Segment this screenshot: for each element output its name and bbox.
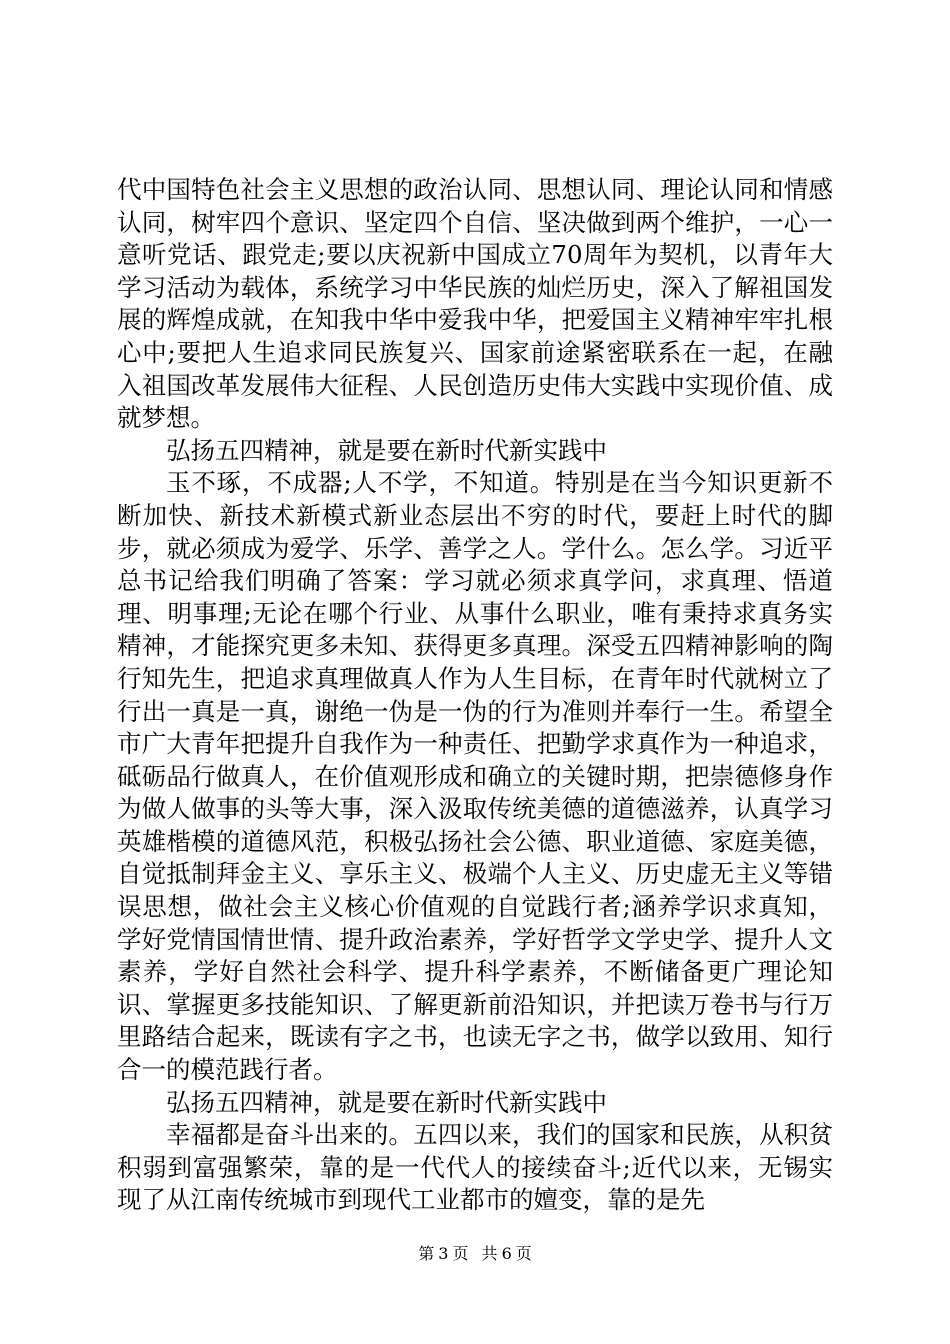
- current-page-number: 3: [438, 1244, 449, 1263]
- page-word: 页: [452, 1244, 469, 1263]
- total-prefix: 共: [481, 1244, 498, 1263]
- section-heading: 弘扬五四精神，就是要在新时代新实践中: [166, 1087, 607, 1117]
- total-suffix: 页: [515, 1244, 532, 1263]
- page-number-label: [416, 1244, 470, 1263]
- total-pages-label: [480, 1244, 534, 1263]
- page-footer: [0, 1244, 950, 1264]
- paragraph-study: 玉不琢，不成器;人不学，不知道。特别是在当今知识更新不断加快、新技术新模式新业态层出不穷的时代，要赶上时代的脚步，就必须成为爱学、乐学、善学之人。学什么。怎么学。习近平总书记给我们明确了答案：学习就必须求真学问，求真理、悟道理、明事理;无论在哪个行业、从事什么职业，唯有秉持求真务实精神，才能探究更多未知、获得更多真理。深受五四精神影响的陶行知先生，把追求真理做真人作为人生目标，在青年时代就树立了行出一真是一真，谢绝一伪是一伪的行为准则并奉行一生。希望全市广大青年把提升自我作为一种责任、把勤学求真作为一种追求，砥砺品行做真人，在价值观形成和确立的关键时期，把崇德修身作为做人做事的头等大事，深入汲取传统美德的道德滋养，认真学习英雄楷模的道德风范，积极弘扬社会公德、职业道德、家庭美德，自觉抵制拜金主义、享乐主义、极端个人主义、历史虚无主义等错误思想，做社会主义核心价值观的自觉践行者;涵养学识求真知，学好党情国情世情、提升政治素养，学好哲学文学史学、提升人文素养，学好自然社会科学、提升科学素养，不断储备更广理论知识、掌握更多技能知识、了解更新前沿知识，并把读万卷书与行万里路结合起来，既读有字之书，也读无字之书，做学以致用、知行合一的模范践行者。: [117, 468, 833, 1085]
- paragraph-struggle: 幸福都是奋斗出来的。五四以来，我们的国家和民族，从积贫积弱到富强繁荣，靠的是一代代人的接续奋斗;近代以来，无锡实现了从江南传统城市到现代工业都市的嬗变，靠的是先: [117, 1120, 833, 1215]
- paragraph-continuation: 代中国特色社会主义思想的政治认同、思想认同、理论认同和情感认同，树牢四个意识、坚定四个自信、坚决做到两个维护，一心一意听党话、跟党走;要以庆祝新中国成立70周年为契机，以青年大学习活动为载体，系统学习中华民族的灿烂历史，深入了解祖国发展的辉煌成就，在知我中华中爱我中华，把爱国主义精神牢牢扎根心中;要把人生追求同民族复兴、国家前途紧密联系在一起，在融入祖国改革发展伟大征程、人民创造历史伟大实践中实现价值、成就梦想。: [117, 175, 833, 433]
- section-heading: 弘扬五四精神，就是要在新时代新实践中: [166, 435, 607, 465]
- total-pages-number: 6: [501, 1244, 512, 1263]
- page-prefix: 第: [418, 1244, 435, 1263]
- document-body: [117, 174, 833, 1217]
